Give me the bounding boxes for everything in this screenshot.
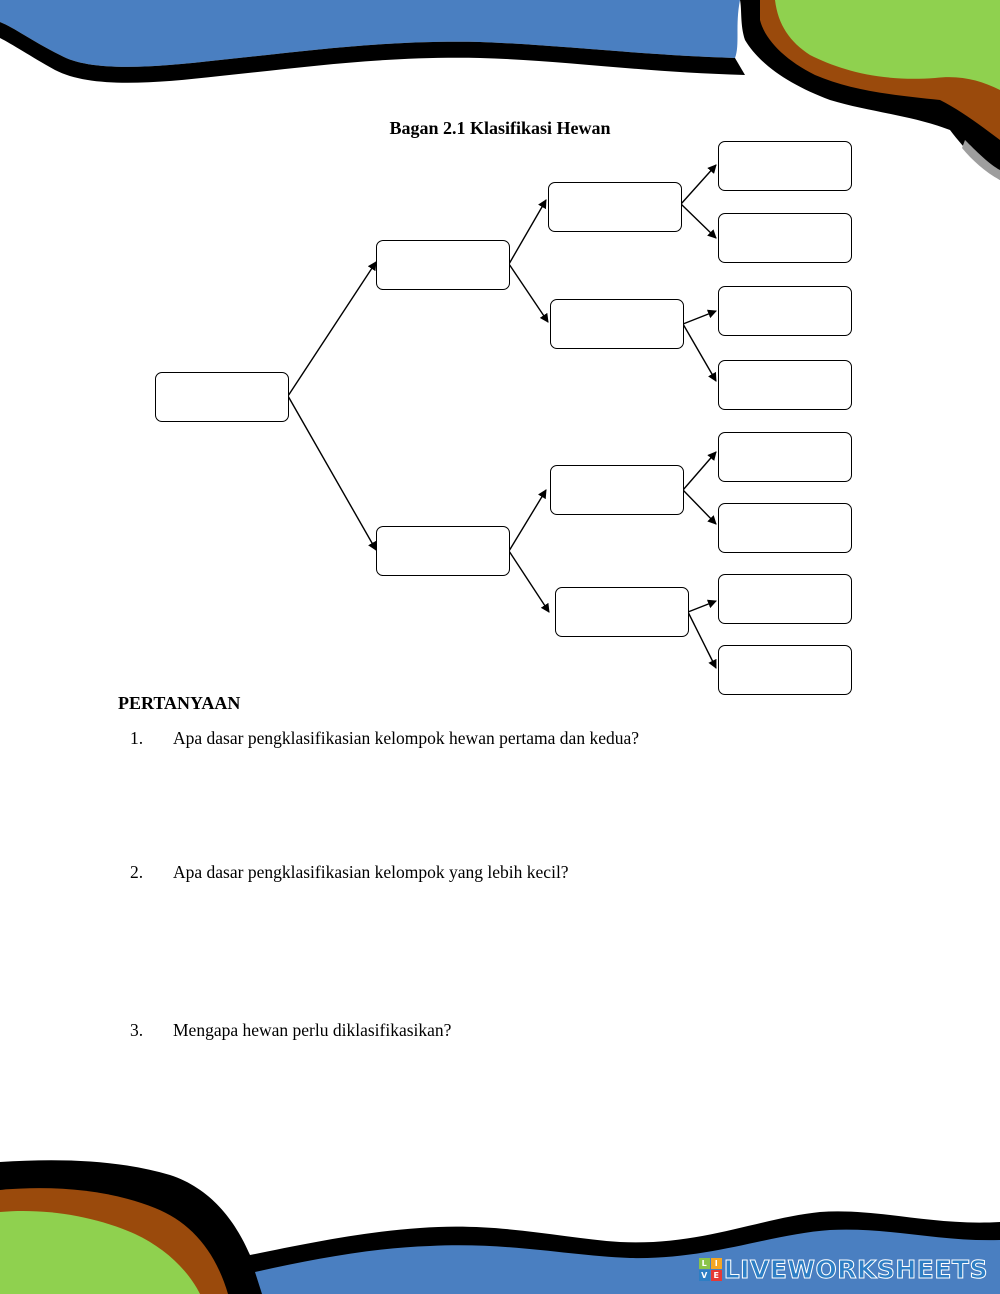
root-answer-box[interactable]	[155, 372, 289, 422]
logo-letter-v: V	[699, 1270, 710, 1281]
question-text: Apa dasar pengklasifikasian kelompok hewan pertama dan kedua?	[173, 728, 640, 748]
leaf-8-answer-box[interactable]	[718, 645, 852, 695]
logo-wordmark: LIVEWORKSHEETS	[723, 1254, 988, 1284]
subgroup-1-answer-box[interactable]	[548, 182, 682, 232]
question-number: 1.	[130, 728, 144, 748]
arrow-group-2-to-sub-3	[509, 490, 546, 551]
question-1	[130, 728, 639, 749]
arrow-group-2-to-sub-4	[509, 551, 549, 612]
subgroup-4-answer-box[interactable]	[555, 587, 689, 637]
leaf-6-answer-box[interactable]	[718, 503, 852, 553]
group-1-answer-box[interactable]	[376, 240, 510, 290]
logo-letter-i: I	[711, 1258, 722, 1269]
question-2	[130, 862, 569, 883]
question-number: 2.	[130, 862, 144, 882]
leaf-4-answer-box[interactable]	[718, 360, 852, 410]
questions-heading: PERTANYAAN	[118, 693, 241, 713]
logo-letter-e: E	[711, 1270, 722, 1281]
leaf-2-answer-box[interactable]	[718, 213, 852, 263]
arrow-root-to-group-2	[288, 396, 376, 550]
leaf-3-answer-box[interactable]	[718, 286, 852, 336]
question-text: Mengapa hewan perlu diklasifikasikan?	[173, 1020, 452, 1040]
arrow-sub-2-to-leaf-3	[683, 311, 716, 324]
leaf-5-answer-box[interactable]	[718, 432, 852, 482]
arrow-sub-3-to-leaf-5	[683, 452, 716, 490]
liveworksheets-logo	[699, 1252, 988, 1286]
arrow-group-1-to-sub-1	[509, 200, 546, 264]
group-2-answer-box[interactable]	[376, 526, 510, 576]
logo-icon	[699, 1258, 722, 1281]
logo-letter-l: L	[699, 1258, 710, 1269]
subgroup-3-answer-box[interactable]	[550, 465, 684, 515]
arrow-sub-1-to-leaf-2	[681, 204, 716, 238]
subgroup-2-answer-box[interactable]	[550, 299, 684, 349]
arrow-sub-4-to-leaf-7	[688, 601, 716, 612]
arrow-group-1-to-sub-2	[509, 264, 548, 322]
question-text: Apa dasar pengklasifikasian kelompok yang lebih kecil?	[173, 862, 569, 882]
leaf-7-answer-box[interactable]	[718, 574, 852, 624]
arrow-root-to-group-1	[288, 262, 376, 396]
arrow-sub-2-to-leaf-4	[683, 324, 716, 381]
diagram-title: Bagan 2.1 Klasifikasi Hewan	[389, 118, 611, 138]
arrow-sub-1-to-leaf-1	[681, 165, 716, 204]
arrow-sub-3-to-leaf-6	[683, 490, 716, 524]
question-number: 3.	[130, 1020, 144, 1040]
leaf-1-answer-box[interactable]	[718, 141, 852, 191]
question-3	[130, 1020, 451, 1041]
arrow-sub-4-to-leaf-8	[688, 612, 716, 668]
